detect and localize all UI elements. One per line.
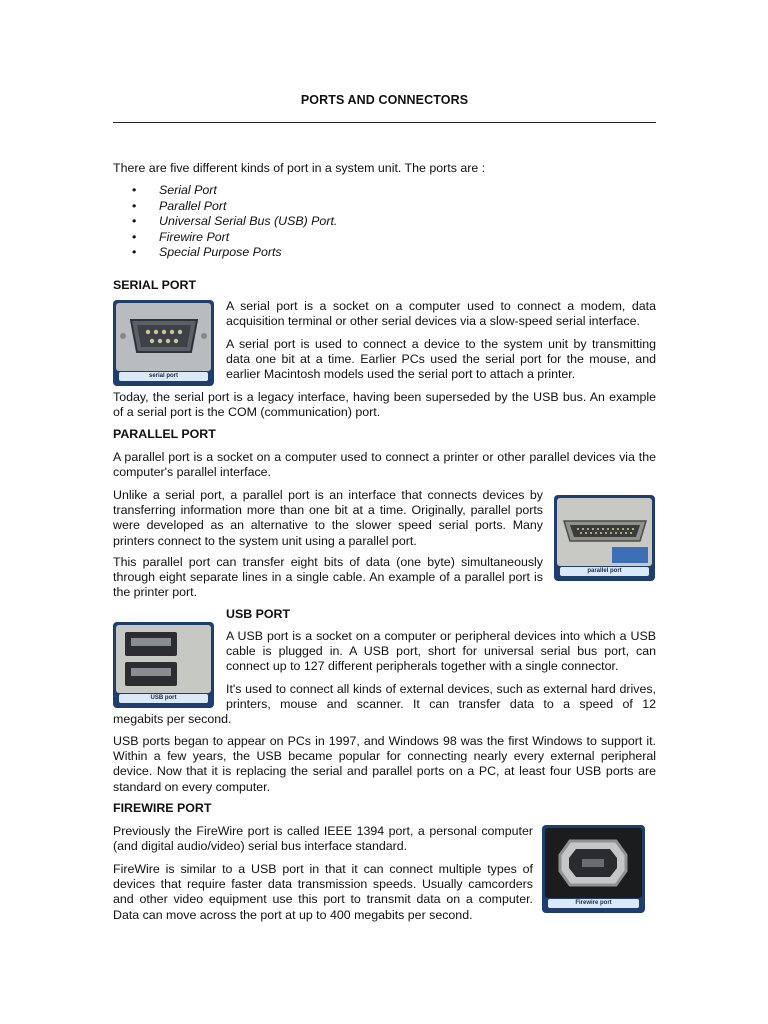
serial-port-caption: serial port <box>119 372 208 381</box>
list-item: • Serial Port <box>113 183 337 199</box>
firewire-paragraph-2: FireWire is similar to a USB port in that it can connect multiple types of devices that require faster data transmission speeds. Usually camcorders and other video equipment use this port to transmit data on a computer. Data can move across the port at up to 400 megabits per second. <box>113 862 533 922</box>
serial-paragraph-3: Today, the serial port is a legacy interface, having been superseded by the USB bus. An example of a serial port is the COM (communication) port. <box>113 390 656 420</box>
parallel-port-image <box>554 495 655 581</box>
list-item: • Firewire Port <box>113 230 337 246</box>
list-item: • Special Purpose Ports <box>113 245 337 261</box>
parallel-port-heading: PARALLEL PORT <box>113 427 216 441</box>
list-item: • Parallel Port <box>113 199 337 215</box>
serial-paragraph-1: A serial port is a socket on a computer used to connect a modem, data acquisition terminal or other serial devices via a slow-speed serial interface. <box>226 299 656 329</box>
page-title: PORTS AND CONNECTORS <box>300 93 469 107</box>
firewire-port-image <box>542 825 645 913</box>
usb-paragraph-3: USB ports began to appear on PCs in 1997, and Windows 98 was the first Windows to support it. Within a few years, the USB became popular for connecting nearly every external peripheral device. Now that it is replacing the serial and parallel ports on a PC, at least four USB ports are standard on every computer. <box>113 734 656 794</box>
usb-port-heading: USB PORT <box>226 607 291 621</box>
firewire-port-heading: FIREWIRE PORT <box>113 801 212 815</box>
usb-port-image <box>113 622 214 708</box>
firewire-port-caption: Firewire port <box>548 899 639 908</box>
port-kinds-list <box>113 183 337 261</box>
title-rule <box>113 122 656 123</box>
parallel-port-caption: parallel port <box>560 567 649 576</box>
usb-port-caption: USB port <box>119 694 208 703</box>
parallel-paragraph-2: Unlike a serial port, a parallel port is an interface that connects devices by transferring information more than one bit at a time. Originally, parallel ports were developed as an alternative to the slower speed serial ports. Many printers connect to the system unit using a parallel port. <box>113 488 543 548</box>
firewire-paragraph-1: Previously the FireWire port is called IEEE 1394 port, a personal computer (and digital audio/video) serial bus interface standard. <box>113 824 533 854</box>
usb-paragraph-2: It's used to connect all kinds of external devices, such as external hard drives, printers, mouse and scanner. It can transfer data to a speed of 12 <box>226 682 656 712</box>
parallel-paragraph-3: This parallel port can transfer eight bits of data (one byte) simultaneously through eight separate lines in a single cable. An example of a parallel port is the printer port. <box>113 555 543 600</box>
parallel-paragraph-1: A parallel port is a socket on a computer used to connect a printer or other parallel devices via the computer's parallel interface. <box>113 450 656 480</box>
serial-port-image <box>113 300 214 386</box>
serial-port-heading: SERIAL PORT <box>113 278 197 292</box>
intro-text: There are five different kinds of port in a system unit. The ports are : <box>113 161 486 175</box>
serial-paragraph-2: A serial port is used to connect a device to the system unit by transmitting data one bit at a time. Earlier PCs used the serial port for the mouse, and earlier Macintosh models used the serial port to attach a printer. <box>226 337 656 382</box>
list-item: • Universal Serial Bus (USB) Port. <box>113 214 337 230</box>
usb-paragraph-1: A USB port is a socket on a computer or peripheral devices into which a USB cable is plugged in. A USB port, short for universal serial bus port, can connect up to 127 different peripherals together with a single connector. <box>226 629 656 674</box>
usb-paragraph-2-cont: megabits per second. <box>113 712 232 726</box>
